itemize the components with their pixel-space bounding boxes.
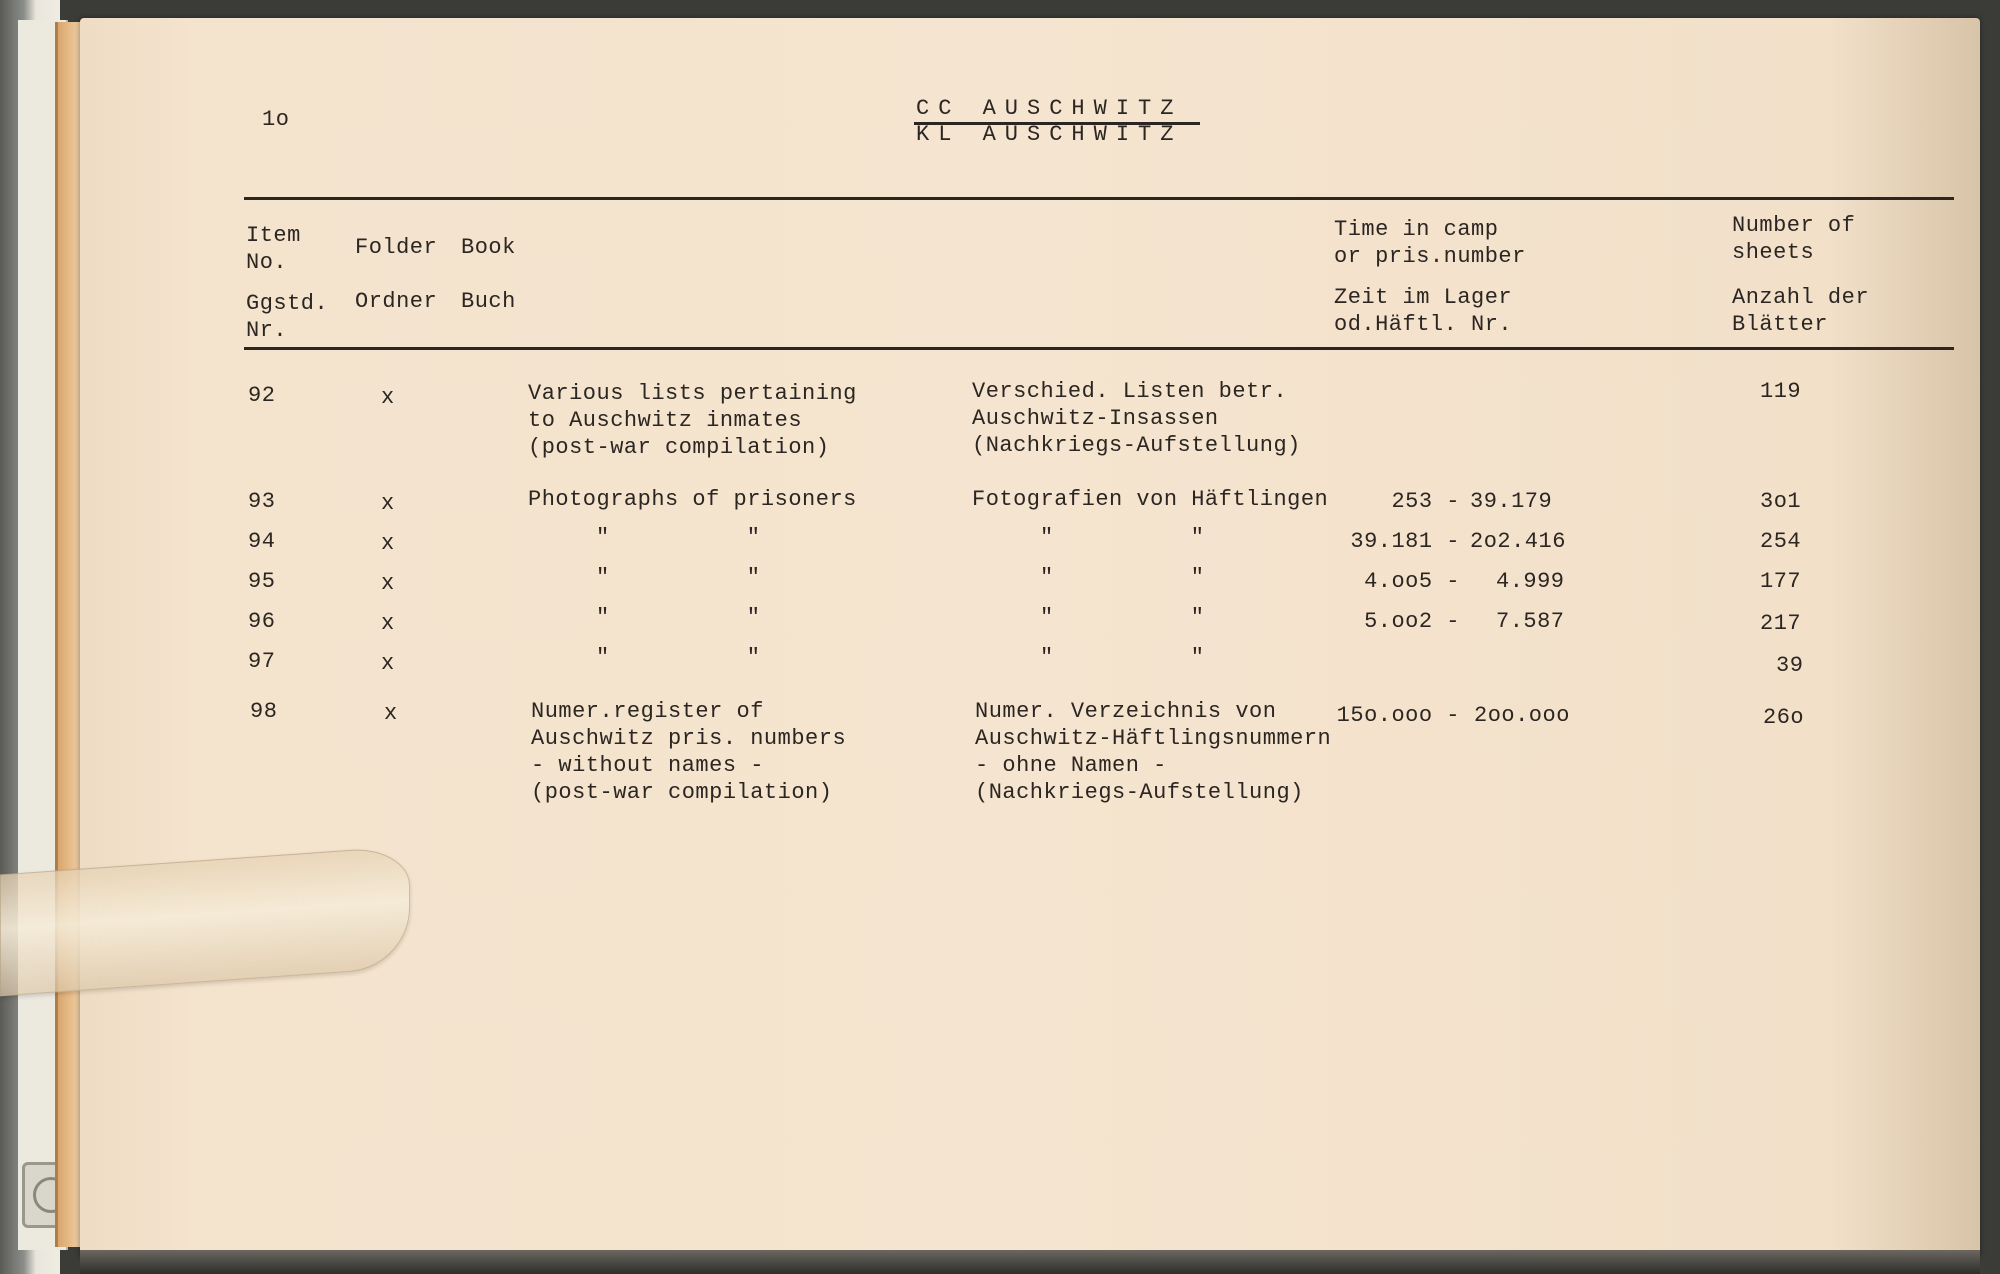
row-96-folder: x <box>381 611 395 636</box>
header-book-en: Book <box>461 235 516 260</box>
row-98-item: 98 <box>250 699 278 724</box>
header-bottom-rule <box>244 347 1954 350</box>
row-95-sheets: 177 <box>1760 569 1802 594</box>
page-number: 1o <box>262 107 290 132</box>
row-92-desc-de: Verschied. Listen betr. Auschwitz-Insassen (Nachkriegs-Aufstellung) <box>972 379 1301 458</box>
row-95-range-from: 4.oo5 - <box>1364 569 1460 594</box>
row-96-range-to: 7.587 <box>1496 609 1565 634</box>
row-94-folder: x <box>381 531 395 556</box>
header-item-en: Item No. <box>246 223 301 275</box>
row-96-range-from: 5.oo2 - <box>1364 609 1460 634</box>
row-94-range-from: 39.181 - <box>1350 529 1460 554</box>
header-sheets-en: Number of sheets <box>1732 213 1856 265</box>
header-time-de: Zeit im Lager od.Häftl. Nr. <box>1334 285 1513 337</box>
row-95-folder: x <box>381 571 395 596</box>
row-93-range-from: 253 - <box>1391 489 1460 514</box>
row-98-folder: x <box>384 701 398 726</box>
header-sheets-de: Anzahl der Blätter <box>1732 285 1870 337</box>
row-94-item: 94 <box>248 529 276 554</box>
row-93-range-to: 39.179 <box>1470 489 1553 514</box>
row-95-desc-en: " " <box>596 565 761 590</box>
row-97-desc-en: " " <box>596 645 761 670</box>
row-95-range-to: 4.999 <box>1496 569 1565 594</box>
header-book-de: Buch <box>461 289 516 314</box>
row-96-sheets: 217 <box>1760 611 1802 636</box>
row-94-range-to: 2o2.416 <box>1470 529 1566 554</box>
row-93-desc-de: Fotografien von Häftlingen <box>972 487 1329 512</box>
row-98-sheets: 26o <box>1763 705 1805 730</box>
title-line-2: KL AUSCHWITZ <box>916 122 1183 147</box>
header-folder-de: Ordner <box>355 289 438 314</box>
header-folder-en: Folder <box>355 235 438 260</box>
row-95-desc-de: " " <box>1040 565 1205 590</box>
row-98-range-to: 2oo.ooo <box>1474 703 1570 728</box>
row-97-folder: x <box>381 651 395 676</box>
header-item-de: Ggstd. Nr. <box>246 291 329 343</box>
row-94-sheets: 254 <box>1760 529 1802 554</box>
row-93-folder: x <box>381 491 395 516</box>
header-time-en: Time in camp or pris.number <box>1334 217 1526 269</box>
row-96-desc-de: " " <box>1040 605 1205 630</box>
row-98-range-from: 15o.ooo - <box>1336 703 1460 728</box>
document-page <box>80 18 1980 1258</box>
row-93-desc-en: Photographs of prisoners <box>528 487 857 512</box>
row-97-item: 97 <box>248 649 276 674</box>
row-94-desc-de: " " <box>1040 525 1205 550</box>
row-92-desc-en: Various lists pertaining to Auschwitz inmates (post-war compilation) <box>528 381 857 460</box>
row-92-sheets: 119 <box>1760 379 1802 404</box>
page-bottom-shadow <box>80 1250 1980 1274</box>
row-97-sheets: 39 <box>1776 653 1804 678</box>
row-92-item: 92 <box>248 383 276 408</box>
row-92-folder: x <box>381 385 395 410</box>
row-96-desc-en: " " <box>596 605 761 630</box>
row-94-desc-en: " " <box>596 525 761 550</box>
title-line-1: CC AUSCHWITZ <box>916 96 1183 121</box>
row-93-item: 93 <box>248 489 276 514</box>
row-98-desc-en: Numer.register of Auschwitz pris. numbers - without names - (post-war compilation) <box>531 699 847 805</box>
row-98-desc-de: Numer. Verzeichnis von Auschwitz-Häftlingsnummern - ohne Namen - (Nachkriegs-Aufstellung) <box>975 699 1332 805</box>
row-96-item: 96 <box>248 609 276 634</box>
row-95-item: 95 <box>248 569 276 594</box>
row-97-desc-de: " " <box>1040 645 1205 670</box>
header-top-rule <box>244 197 1954 200</box>
row-93-sheets: 3o1 <box>1760 489 1802 514</box>
